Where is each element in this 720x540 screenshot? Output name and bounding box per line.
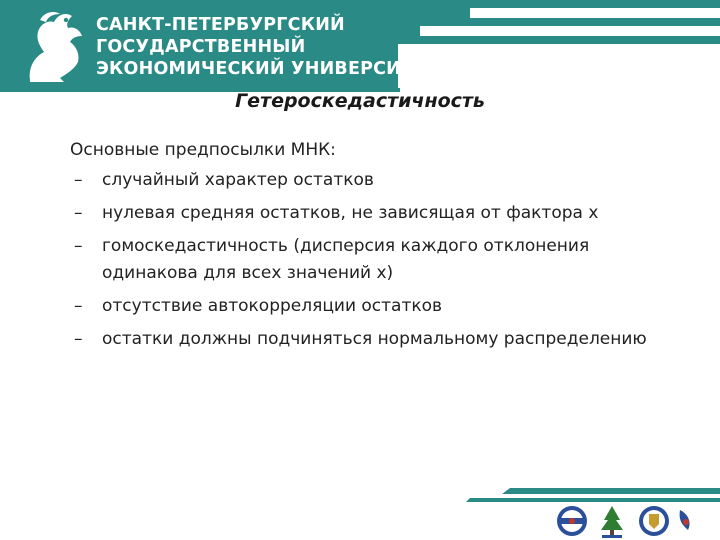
bullet-text: остатки должны подчиняться нормальному распределению [102,329,647,349]
bullet-text: случайный характер остатков [102,170,374,190]
bullet-text: отсутствие автокорреляции остатков [102,296,443,316]
bullet-dash: – [74,296,83,316]
crest-emblem-icon [639,506,690,536]
footer-logos [552,500,712,540]
university-name-line2: ГОСУДАРСТВЕННЫЙ [96,37,306,57]
university-name-line3: ЭКОНОМИЧЕСКИЙ УНИВЕРСИТЕТ [96,59,438,79]
slide-content [70,137,680,359]
university-seal-icon [557,506,587,536]
bullet-item [70,167,680,194]
bullet-dash: – [74,170,83,190]
bullet-dash: – [74,203,83,223]
bullet-item [70,200,680,227]
intro-text: Основные предпосылки МНК: [70,140,336,160]
bullet-item [70,233,680,287]
bullet-dash: – [74,236,83,256]
tree-emblem-icon [601,506,623,538]
slide-title: Гетероскедастичность [235,90,485,112]
bullet-text: гомоскедастичность (дисперсия каждого отклонения одинакова для всех значений х) [102,236,590,283]
bullet-dash: – [74,329,83,349]
university-name [96,14,437,80]
bullet-list [70,167,680,353]
bullet-item [70,326,680,353]
bullet-item [70,293,680,320]
university-name-line1: САНКТ-ПЕТЕРБУРГСКИЙ [96,15,345,35]
bullet-text: нулевая средняя остатков, не зависящая от фактора х [102,203,599,223]
